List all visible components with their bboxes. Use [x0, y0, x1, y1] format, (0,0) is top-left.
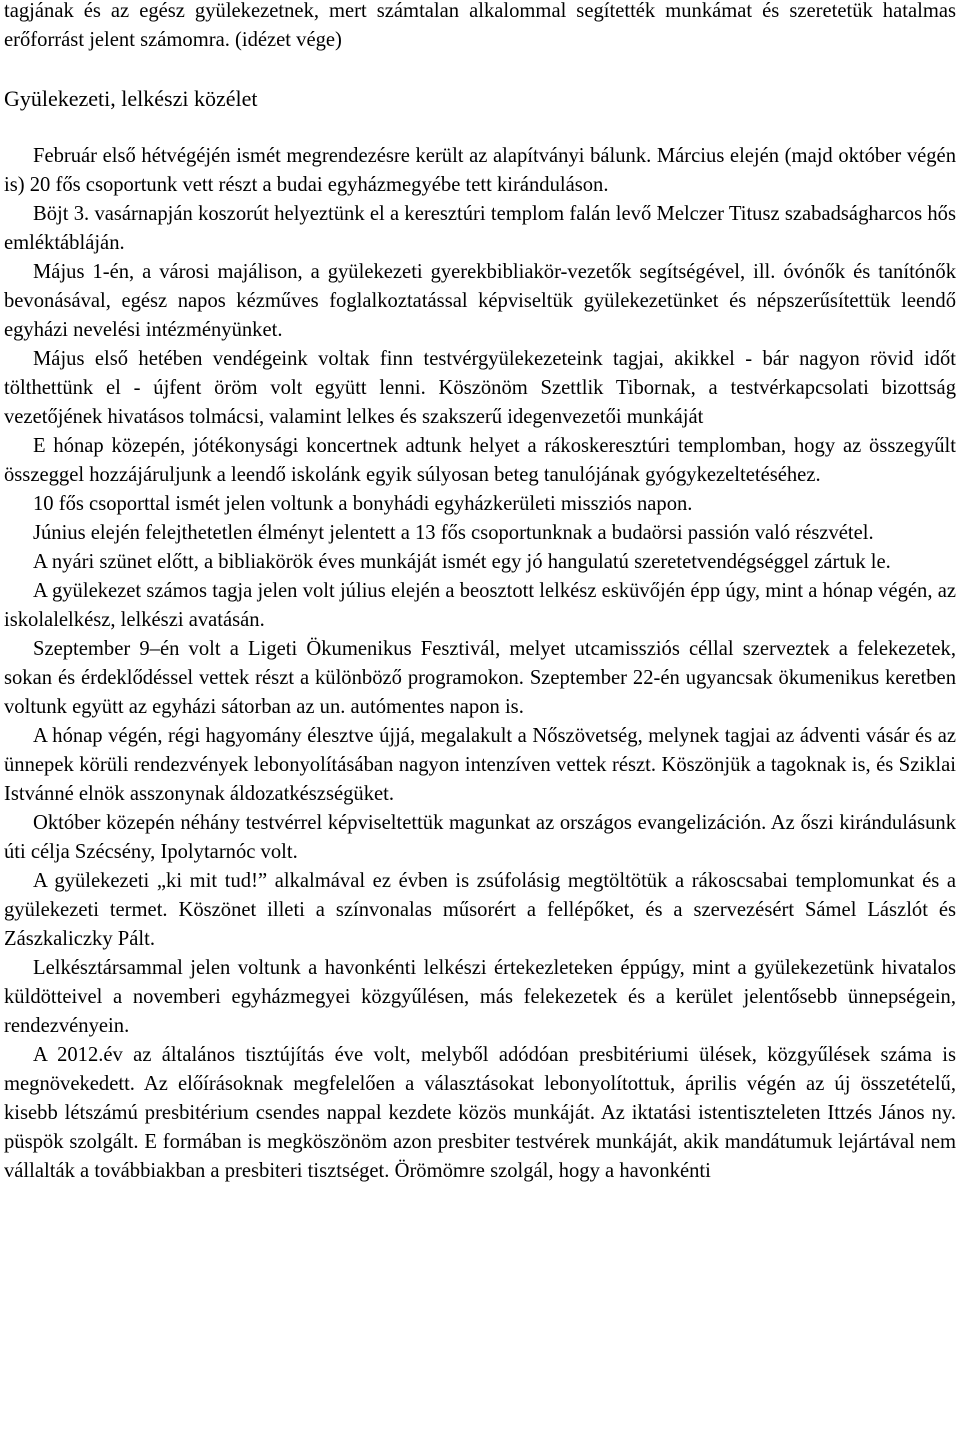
paragraph-festival: Szeptember 9–én volt a Ligeti Ökumenikus Fesztivál, melyet utcamissziós céllal szerveztek a felekezetek, sokan és érdeklődéssel vettek részt a különböző programokon. Szeptember 22-én ugyancsak ökumenikus keretben voltunk együtt az egyházi sátorban az un. autómentes napon is.: [4, 638, 956, 718]
paragraph-wedding: A gyülekezet számos tagja jelen volt július elején a beosztott lelkész esküvőjén épp úgy, mint a hónap végén, az iskolalelkész, lelkészi avatásán.: [4, 580, 956, 631]
paragraph-elections: A 2012.év az általános tisztújítás éve volt, melyből adódóan presbitériumi ülések, közgyűlések száma is megnövekedett. Az előírásoknak megfelelően a választásokat lebonyolítottuk, április végén az új összetételű, kisebb létszámú presbitérium csendes nappal kezdete közös munkáját. Az iktatási istentiszteleten Ittzés János ny. püspök szolgált. E formában is megköszönöm azon presbiter testvérek munkáját, akik mandátumuk lejártával nem vállalták a továbbiakban a presbiteri tisztséget. Örömömre szolgál, hogy a havonkénti: [4, 1044, 956, 1182]
paragraph-charity-concert: E hónap közepén, jótékonysági koncertnek adtunk helyet a rákoskeresztúri templomban, hogy az összegyűlt összeggel hozzájáruljunk a leendő iskolánk egyik súlyosan beteg tanulójának gyógykezeltetéséhez.: [4, 435, 956, 486]
paragraph-may-day: Május 1-én, a városi majálison, a gyülekezeti gyerekbibliakör-vezetők segítségével, ill. óvónők és tanítónők bevonásával, egész napos kézműves foglalkoztatással képviseltük gyülekezetünket és népszerűsítettük leendő egyházi nevelési intézményünket.: [4, 261, 956, 341]
paragraph-womens-association: A hónap végén, régi hagyomány élesztve újjá, megalakult a Nőszövetség, melynek tagjai az ádventi vásár és az ünnepek körüli rendezvények lebonyolításában nagyon intenzíven vettek részt. Köszönjük a tagoknak is, és Sziklai Istvánné elnök asszonynak áldozatkészségüket.: [4, 725, 956, 805]
paragraph-evangelization: Október közepén néhány testvérrel képviseltettük magunkat az országos evangelizáción. Az őszi kirándulásunk úti célja Szécsény, Ipolytarnóc volt.: [4, 812, 956, 863]
paragraph-pastoral-meetings: Lelkésztársammal jelen voltunk a havonkénti lelkészi értekezleteken éppúgy, mint a gyülekezetünk hivatalos küldötteivel a novemberi egyházmegyei közgyűlésen, más felekezetek és a kerület jelentősebb ünnepségein, rendezvényein.: [4, 957, 956, 1037]
paragraph-mission-day: 10 fős csoporttal ismét jelen voltunk a bonyhádi egyházkerületi missziós napon.: [33, 493, 693, 515]
paragraph-talent-show: A gyülekezeti „ki mit tud!” alkalmával ez évben is zsúfolásig megtöltötük a rákoscsabai templomunkat és a gyülekezeti termet. Köszönet illeti a színvonalas műsorért a fellépőket, és a szervezésért Sámel Lászlót és Zászkaliczky Pált.: [4, 870, 956, 950]
section-title: Gyülekezeti, lelkészi közélet: [4, 86, 258, 111]
paragraph-summer-break: A nyári szünet előtt, a bibliakörök éves munkáját ismét egy jó hangulatú szeretetvendégséggel zártuk le.: [33, 551, 891, 573]
intro-continuation: tagjának és az egész gyülekezetnek, mert számtalan alkalommal segítették munkámat és szeretetük hatalmas erőforrást jelent számomra. (idézet vége): [4, 0, 956, 51]
paragraph-wreath: Böjt 3. vasárnapján koszorút helyeztünk el a keresztúri templom falán levő Melczer Titusz szabadságharcos hős emléktábláján.: [4, 203, 956, 254]
paragraph-ball-excursion: Február első hétvégéjén ismét megrendezésre került az alapítványi bálunk. Március elején (majd október végén is) 20 fős csoportunk vett részt a budai egyházmegyébe tett kiránduláson.: [4, 145, 956, 196]
paragraph-finnish-guests: Május első hetében vendégeink voltak finn testvérgyülekezeteink tagjai, akikkel - bár nagyon rövid időt tölthettünk el - újfent öröm volt együtt lenni. Köszönöm Szettlik Tibornak, a testvérkapcsolati bizottság vezetőjének hivatásos tolmácsi, valamint lelkes és szakszerű idegenvezetői munkáját: [4, 348, 956, 428]
paragraph-passion: Június elején felejthetetlen élményt jelentett a 13 fős csoportunknak a budaörsi passión való részvétel.: [33, 522, 874, 544]
